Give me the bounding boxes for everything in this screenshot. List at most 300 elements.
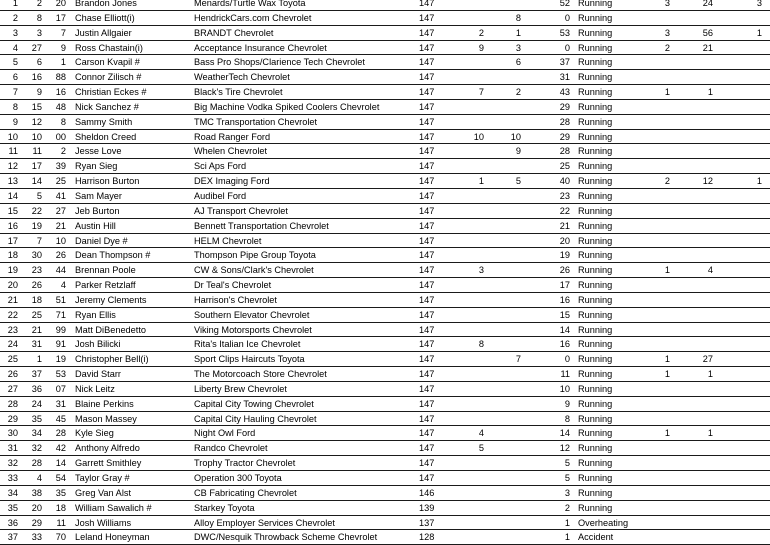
status: Running <box>578 57 613 68</box>
stage-1-finish: 8 <box>478 339 484 350</box>
times-led: 1 <box>664 354 670 365</box>
start-position: 16 <box>31 72 42 83</box>
table-row <box>0 26 770 41</box>
sponsor-name: CB Fabricating Chevrolet <box>194 487 297 498</box>
start-position: 18 <box>31 294 42 305</box>
points: 1 <box>564 517 570 528</box>
driver-name: Josh Williams <box>75 517 132 528</box>
start-position: 32 <box>31 443 42 454</box>
status: Running <box>578 131 613 142</box>
points: 29 <box>559 101 570 112</box>
points: 5 <box>564 473 570 483</box>
status: Running <box>578 161 613 172</box>
start-position: 27 <box>31 42 42 53</box>
driver-name: Parker Retzlaff <box>75 280 136 291</box>
sponsor-name: Bennett Transportation Chevrolet <box>194 220 329 231</box>
car-number: 21 <box>55 220 66 231</box>
status: Running <box>578 12 613 23</box>
laps-completed: 147 <box>419 413 435 424</box>
start-position: 6 <box>36 57 42 68</box>
points: 0 <box>564 12 570 23</box>
points: 0 <box>564 42 570 53</box>
points: 52 <box>559 0 570 8</box>
sponsor-name: Rita's Italian Ice Chevrolet <box>194 339 301 350</box>
laps-completed: 147 <box>419 87 435 98</box>
finish-position: 1 <box>12 0 18 8</box>
car-number: 11 <box>56 517 66 528</box>
finish-position: 4 <box>12 42 18 53</box>
stage-1-finish: 7 <box>478 87 484 98</box>
driver-name: Anthony Alfredo <box>75 443 140 454</box>
finish-position: 33 <box>7 473 18 483</box>
status: Running <box>578 87 613 98</box>
sponsor-name: Randco Chevrolet <box>194 443 268 454</box>
laps-completed: 147 <box>419 369 435 380</box>
car-number: 19 <box>55 354 66 365</box>
table-row <box>0 70 770 85</box>
start-position: 12 <box>31 116 42 127</box>
driver-name: Greg Van Alst <box>75 487 132 498</box>
sponsor-name: DWC/Nesquik Throwback Scheme Chevrolet <box>194 532 378 543</box>
car-number: 42 <box>55 443 66 454</box>
start-position: 14 <box>31 176 42 187</box>
times-led: 1 <box>664 87 670 98</box>
stage-2-finish: 5 <box>515 176 521 187</box>
points: 2 <box>564 502 570 513</box>
finish-position: 22 <box>7 309 18 320</box>
points: 19 <box>559 250 570 261</box>
sponsor-name: Viking Motorsports Chevrolet <box>194 324 312 335</box>
laps-led: 1 <box>707 428 713 439</box>
laps-completed: 147 <box>419 235 435 246</box>
laps-led: 4 <box>707 265 713 276</box>
sponsor-name: Harrison's Chevrolet <box>194 294 277 305</box>
laps-completed: 139 <box>419 502 435 513</box>
stage-2-finish: 1 <box>515 27 521 38</box>
table-row <box>0 219 770 234</box>
finish-position: 8 <box>12 101 18 112</box>
laps-completed: 147 <box>419 27 435 38</box>
car-number: 07 <box>55 383 66 394</box>
points: 8 <box>564 413 570 424</box>
points: 17 <box>559 280 570 291</box>
stage-2-finish: 9 <box>515 146 521 157</box>
start-position: 23 <box>31 265 42 276</box>
status: Running <box>578 383 613 394</box>
car-number: 53 <box>55 369 66 380</box>
car-number: 7 <box>60 27 66 38</box>
finish-position: 27 <box>7 383 18 394</box>
car-number: 00 <box>55 131 66 142</box>
sponsor-name: Bass Pro Shops/Clarience Tech Chevrolet <box>194 57 365 68</box>
points: 9 <box>564 398 570 409</box>
finish-position: 21 <box>7 294 18 305</box>
laps-completed: 147 <box>419 443 435 454</box>
finish-position: 5 <box>12 57 18 68</box>
car-number: 41 <box>55 190 66 201</box>
laps-completed: 147 <box>419 309 435 320</box>
finish-position: 31 <box>7 443 18 454</box>
points: 12 <box>559 443 570 454</box>
status: Running <box>578 42 613 53</box>
laps-completed: 147 <box>419 220 435 231</box>
start-position: 1 <box>36 354 42 365</box>
driver-name: Carson Kvapil # <box>75 57 140 68</box>
points: 26 <box>559 265 570 276</box>
sponsor-name: Operation 300 Toyota <box>194 473 282 483</box>
times-led: 1 <box>664 369 670 380</box>
status: Running <box>578 309 613 320</box>
points: 14 <box>559 428 570 439</box>
status: Running <box>578 473 613 483</box>
table-row <box>0 204 770 219</box>
finish-position: 24 <box>7 339 18 350</box>
driver-name: Sam Mayer <box>75 190 122 201</box>
laps-completed: 147 <box>419 205 435 216</box>
playoff-points: 3 <box>756 0 762 8</box>
points: 16 <box>559 339 570 350</box>
status: Running <box>578 146 613 157</box>
table-row <box>0 397 770 412</box>
driver-name: Harrison Burton <box>75 176 140 187</box>
car-number: 16 <box>55 87 66 98</box>
stage-1-finish: 1 <box>478 176 484 187</box>
driver-name: Daniel Dye # <box>75 235 128 246</box>
points: 22 <box>559 205 570 216</box>
laps-led: 56 <box>702 27 713 38</box>
driver-name: Connor Zilisch # <box>75 72 142 83</box>
laps-completed: 147 <box>419 176 435 187</box>
table-row <box>0 382 770 397</box>
status: Running <box>578 101 613 112</box>
start-position: 15 <box>31 101 42 112</box>
points: 25 <box>559 161 570 172</box>
sponsor-name: Southern Elevator Chevrolet <box>194 309 310 320</box>
table-row <box>0 0 770 11</box>
status: Running <box>578 502 613 513</box>
finish-position: 36 <box>7 517 18 528</box>
finish-position: 2 <box>12 12 18 23</box>
table-row <box>0 85 770 100</box>
stage-1-finish: 4 <box>478 428 484 439</box>
start-position: 35 <box>31 413 42 424</box>
car-number: 51 <box>55 294 66 305</box>
finish-position: 23 <box>7 324 18 335</box>
driver-name: Chase Elliott(i) <box>75 12 135 23</box>
table-row <box>0 11 770 26</box>
laps-completed: 147 <box>419 458 435 469</box>
finish-position: 37 <box>7 532 18 543</box>
car-number: 14 <box>55 458 66 469</box>
laps-completed: 147 <box>419 280 435 291</box>
driver-name: Austin Hill <box>75 220 116 231</box>
finish-position: 12 <box>7 161 18 172</box>
laps-completed: 147 <box>419 190 435 201</box>
driver-name: Nick Leitz <box>75 383 115 394</box>
points: 23 <box>559 190 570 201</box>
table-row <box>0 471 770 486</box>
laps-completed: 147 <box>419 265 435 276</box>
driver-name: Leland Honeyman <box>75 532 150 543</box>
sponsor-name: Thompson Pipe Group Toyota <box>194 250 316 261</box>
car-number: 91 <box>55 339 66 350</box>
points: 14 <box>559 324 570 335</box>
car-number: 35 <box>55 487 66 498</box>
laps-completed: 147 <box>419 42 435 53</box>
finish-position: 13 <box>7 176 18 187</box>
start-position: 34 <box>31 428 42 439</box>
points: 16 <box>559 294 570 305</box>
sponsor-name: BRANDT Chevrolet <box>194 27 274 38</box>
status: Running <box>578 369 613 380</box>
start-position: 8 <box>36 12 42 23</box>
driver-name: Ryan Ellis <box>75 309 116 320</box>
status: Running <box>578 190 613 201</box>
laps-completed: 147 <box>419 250 435 261</box>
start-position: 10 <box>31 131 42 142</box>
table-row <box>0 130 770 145</box>
start-position: 30 <box>31 250 42 261</box>
points: 43 <box>559 87 570 98</box>
table-row <box>0 41 770 56</box>
stage-2-finish: 10 <box>510 131 521 142</box>
points: 37 <box>559 57 570 68</box>
car-number: 2 <box>60 146 66 157</box>
status: Running <box>578 324 613 335</box>
car-number: 4 <box>60 280 66 291</box>
points: 10 <box>559 383 570 394</box>
driver-name: Kyle Sieg <box>75 428 114 439</box>
laps-led: 1 <box>707 87 713 98</box>
laps-completed: 147 <box>419 339 435 350</box>
laps-completed: 128 <box>419 532 435 543</box>
times-led: 3 <box>664 27 670 38</box>
status: Running <box>578 413 613 424</box>
car-number: 8 <box>60 116 66 127</box>
table-row <box>0 337 770 352</box>
driver-name: Mason Massey <box>75 413 137 424</box>
driver-name: Ryan Sieg <box>75 161 118 172</box>
driver-name: Christian Eckes # <box>75 87 147 98</box>
status: Running <box>578 265 613 276</box>
laps-led: 1 <box>707 369 713 380</box>
start-position: 20 <box>31 502 42 513</box>
table-row <box>0 323 770 338</box>
table-row <box>0 441 770 456</box>
status: Running <box>578 250 613 261</box>
sponsor-name: AJ Transport Chevrolet <box>194 205 288 216</box>
laps-completed: 147 <box>419 146 435 157</box>
sponsor-name: DEX Imaging Ford <box>194 176 270 187</box>
car-number: 17 <box>55 12 66 23</box>
table-row <box>0 530 770 545</box>
sponsor-name: Big Machine Vodka Spiked Coolers Chevrolet <box>194 101 380 112</box>
laps-completed: 147 <box>419 161 435 172</box>
points: 53 <box>559 27 570 38</box>
driver-name: Matt DiBenedetto <box>75 324 146 335</box>
status: Running <box>578 176 613 187</box>
laps-led: 12 <box>702 176 713 187</box>
sponsor-name: Menards/Turtle Wax Toyota <box>194 0 306 8</box>
sponsor-name: Alloy Employer Services Chevrolet <box>194 517 335 528</box>
stage-2-finish: 3 <box>515 42 521 53</box>
laps-completed: 147 <box>419 398 435 409</box>
stage-2-finish: 8 <box>515 12 521 23</box>
status: Running <box>578 27 613 38</box>
sponsor-name: Capital City Towing Chevrolet <box>194 398 314 409</box>
points: 28 <box>559 116 570 127</box>
finish-position: 26 <box>7 369 18 380</box>
car-number: 18 <box>55 502 66 513</box>
car-number: 70 <box>55 532 66 543</box>
status: Running <box>578 220 613 231</box>
table-row <box>0 352 770 367</box>
start-position: 38 <box>31 487 42 498</box>
car-number: 31 <box>55 398 66 409</box>
laps-completed: 147 <box>419 12 435 23</box>
table-row <box>0 144 770 159</box>
table-row <box>0 426 770 441</box>
start-position: 33 <box>31 532 42 543</box>
start-position: 28 <box>31 458 42 469</box>
table-row <box>0 234 770 249</box>
car-number: 54 <box>55 473 66 483</box>
start-position: 37 <box>31 369 42 380</box>
sponsor-name: Audibel Ford <box>194 190 247 201</box>
stage-2-finish: 2 <box>515 87 521 98</box>
finish-position: 3 <box>12 27 18 38</box>
status: Running <box>578 280 613 291</box>
points: 31 <box>559 72 570 83</box>
table-row <box>0 189 770 204</box>
finish-position: 7 <box>12 87 18 98</box>
start-position: 22 <box>31 205 42 216</box>
start-position: 11 <box>32 146 42 157</box>
table-row <box>0 115 770 130</box>
status: Running <box>578 0 613 8</box>
table-row <box>0 159 770 174</box>
laps-completed: 147 <box>419 354 435 365</box>
sponsor-name: HendrickCars.com Chevrolet <box>194 12 312 23</box>
points: 40 <box>559 176 570 187</box>
driver-name: Garrett Smithley <box>75 458 142 469</box>
finish-position: 17 <box>7 235 18 246</box>
car-number: 1 <box>60 57 66 68</box>
car-number: 44 <box>55 265 66 276</box>
sponsor-name: Acceptance Insurance Chevrolet <box>194 42 327 53</box>
times-led: 2 <box>664 42 670 53</box>
table-row <box>0 412 770 427</box>
driver-name: Nick Sanchez # <box>75 101 139 112</box>
start-position: 17 <box>31 161 42 172</box>
car-number: 28 <box>55 428 66 439</box>
laps-completed: 147 <box>419 294 435 305</box>
start-position: 9 <box>36 87 42 98</box>
sponsor-name: Trophy Tractor Chevrolet <box>194 458 296 469</box>
status: Running <box>578 116 613 127</box>
laps-completed: 147 <box>419 473 435 483</box>
points: 15 <box>559 309 570 320</box>
laps-completed: 147 <box>419 0 435 8</box>
start-position: 26 <box>31 280 42 291</box>
start-position: 29 <box>31 517 42 528</box>
stage-1-finish: 5 <box>478 443 484 454</box>
status: Running <box>578 443 613 454</box>
sponsor-name: Dr Teal's Chevrolet <box>194 280 272 291</box>
start-position: 21 <box>31 324 42 335</box>
car-number: 48 <box>55 101 66 112</box>
sponsor-name: TMC Transportation Chevrolet <box>194 116 318 127</box>
finish-position: 34 <box>7 487 18 498</box>
driver-name: Justin Allgaier <box>75 27 132 38</box>
status: Running <box>578 339 613 350</box>
driver-name: Ross Chastain(i) <box>75 42 143 53</box>
driver-name: Blaine Perkins <box>75 398 134 409</box>
table-row <box>0 293 770 308</box>
sponsor-name: Whelen Chevrolet <box>194 146 268 157</box>
car-number: 9 <box>60 42 66 53</box>
car-number: 71 <box>55 309 66 320</box>
driver-name: Sammy Smith <box>75 116 133 127</box>
car-number: 25 <box>55 176 66 187</box>
start-position: 2 <box>36 0 42 8</box>
start-position: 3 <box>36 27 42 38</box>
finish-position: 29 <box>7 413 18 424</box>
table-row <box>0 100 770 115</box>
table-row <box>0 501 770 516</box>
start-position: 24 <box>31 398 42 409</box>
laps-completed: 147 <box>419 131 435 142</box>
table-row <box>0 367 770 382</box>
driver-name: William Sawalich # <box>75 502 152 513</box>
sponsor-name: WeatherTech Chevrolet <box>194 72 290 83</box>
laps-completed: 147 <box>419 57 435 68</box>
table-row <box>0 278 770 293</box>
points: 20 <box>559 235 570 246</box>
stage-1-finish: 9 <box>478 42 484 53</box>
playoff-points: 1 <box>756 27 762 38</box>
driver-name: David Starr <box>75 369 121 380</box>
driver-name: Brandon Jones <box>75 0 137 8</box>
start-position: 5 <box>36 190 42 201</box>
status: Running <box>578 354 613 365</box>
sponsor-name: Starkey Toyota <box>194 502 255 513</box>
status: Running <box>578 294 613 305</box>
laps-completed: 146 <box>419 487 435 498</box>
table-row <box>0 263 770 278</box>
finish-position: 20 <box>7 280 18 291</box>
finish-position: 15 <box>7 205 18 216</box>
status: Running <box>578 72 613 83</box>
laps-completed: 137 <box>419 517 435 528</box>
stage-2-finish: 6 <box>515 57 521 68</box>
driver-name: Christopher Bell(i) <box>75 354 149 365</box>
points: 21 <box>559 220 570 231</box>
finish-position: 30 <box>7 428 18 439</box>
laps-completed: 147 <box>419 428 435 439</box>
finish-position: 19 <box>7 265 18 276</box>
driver-name: Dean Thompson # <box>75 250 151 261</box>
times-led: 1 <box>664 428 670 439</box>
points: 0 <box>564 354 570 365</box>
driver-name: Taylor Gray # <box>75 473 130 483</box>
points: 1 <box>564 532 570 543</box>
sponsor-name: The Motorcoach Store Chevrolet <box>194 369 327 380</box>
car-number: 10 <box>55 235 66 246</box>
car-number: 26 <box>55 250 66 261</box>
start-position: 7 <box>36 235 42 246</box>
status: Running <box>578 235 613 246</box>
